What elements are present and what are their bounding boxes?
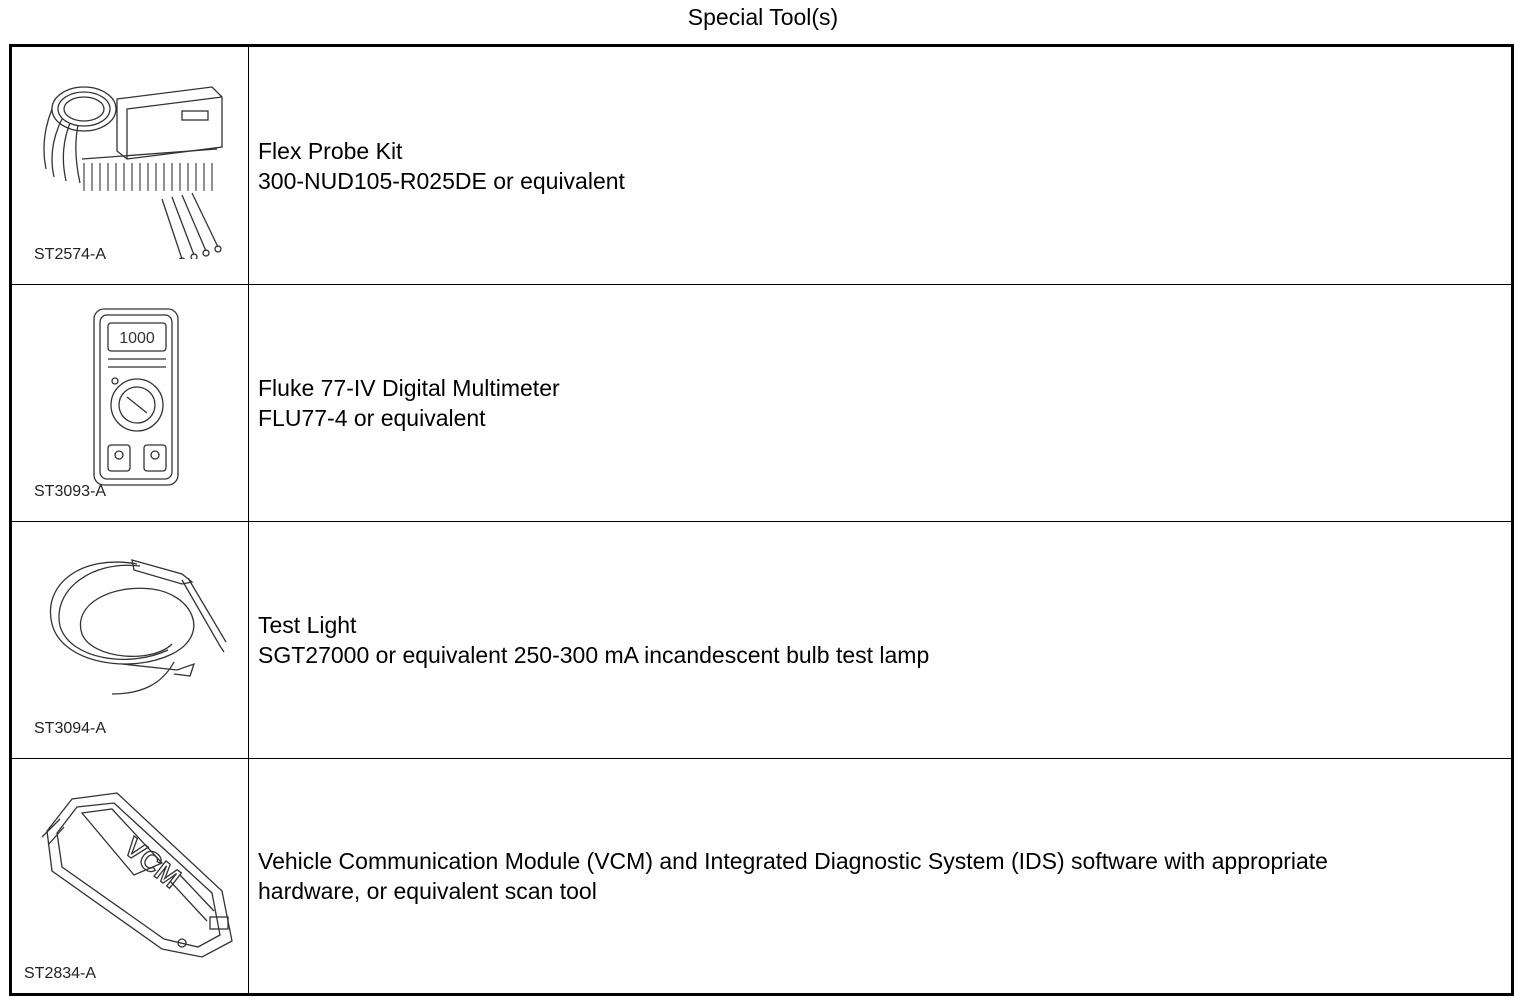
page-title: Special Tool(s)	[687, 4, 839, 30]
tool-detail: FLU77-4 or equivalent	[258, 405, 486, 431]
tool-name: Vehicle Communication Module (VCM) and Integrated Diagnostic System (IDS) software with appropriate	[258, 848, 1328, 874]
table-row	[12, 758, 1511, 993]
tool-name: Flex Probe Kit	[258, 137, 403, 164]
special-tools-table	[9, 44, 1514, 996]
flex-probe-kit-icon	[22, 59, 237, 259]
tool-detail: hardware, or equivalent scan tool	[258, 878, 597, 904]
tool-detail: SGT27000 or equivalent 250-300 mA incandescent bulb test lamp	[258, 642, 930, 668]
tool-code: ST3093-A	[34, 483, 107, 500]
tool-code: ST2574-A	[34, 246, 107, 263]
tool-code: ST3094-A	[34, 720, 107, 737]
tool-description	[258, 47, 1491, 284]
table-row	[12, 47, 1511, 284]
tool-image-cell	[12, 522, 249, 758]
multimeter-icon	[22, 297, 237, 497]
tool-name: Test Light	[258, 612, 357, 638]
tool-description	[258, 759, 1491, 993]
tool-detail: 300-NUD105-R025DE or equivalent	[258, 167, 625, 194]
tool-name: Fluke 77-IV Digital Multimeter	[258, 375, 560, 401]
vcm-module-icon	[22, 771, 237, 971]
table-row	[12, 521, 1511, 758]
tool-code: ST2834-A	[24, 965, 97, 982]
tool-image-cell	[12, 759, 249, 993]
tool-image-cell	[12, 47, 249, 284]
tool-image-cell	[12, 285, 249, 521]
vcm-device-label: VCM	[118, 831, 187, 895]
multimeter-reading: 1000	[119, 330, 155, 347]
table-row	[12, 284, 1511, 521]
tool-description	[258, 285, 1491, 521]
tool-description	[258, 522, 1491, 758]
test-light-icon	[22, 534, 237, 734]
